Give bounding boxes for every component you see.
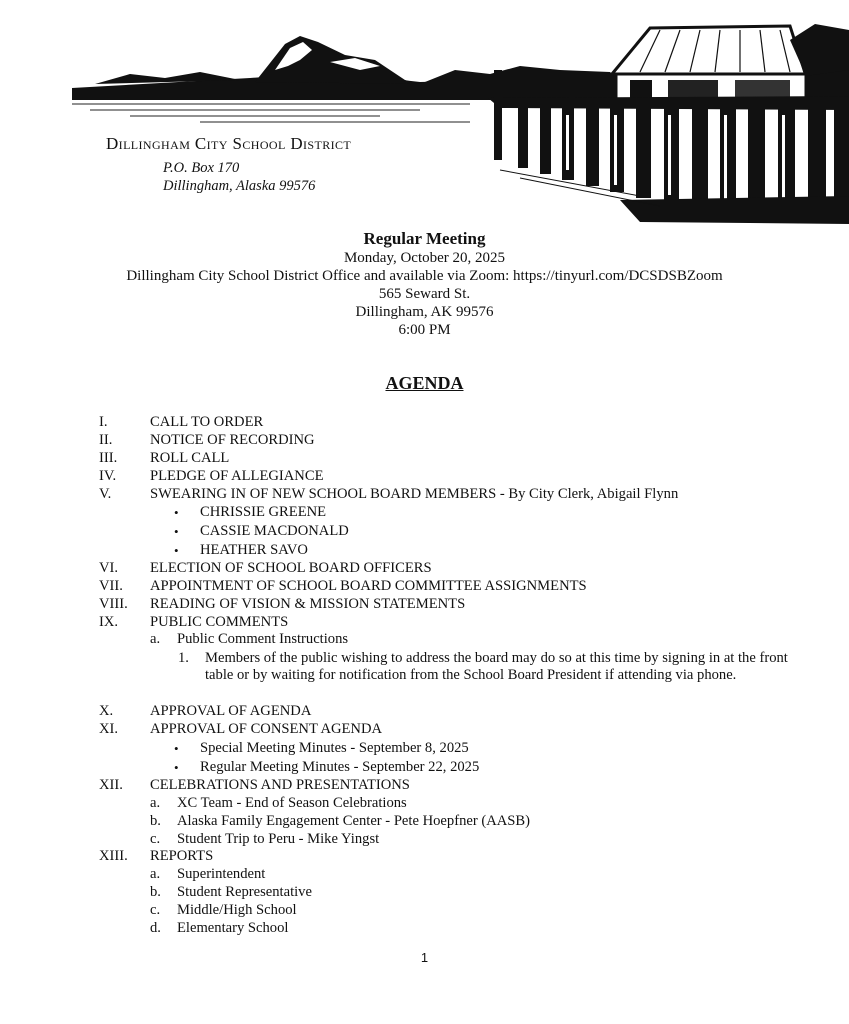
mountain-right [420, 66, 620, 84]
district-name [106, 134, 351, 154]
mountain-peak [255, 36, 420, 84]
agenda-heading: AGENDA [385, 373, 464, 393]
meeting-title: Regular Meeting [363, 229, 486, 248]
meeting-date: Monday, October 20, 2025 [343, 250, 506, 266]
meeting-time: 6:00 PM [398, 322, 451, 338]
city-state: Dillingham, Alaska 99576 [163, 178, 316, 194]
ground [620, 196, 849, 224]
page-number: 1 [420, 950, 429, 965]
dock-deck [488, 96, 849, 110]
district-banner-illustration [0, 0, 849, 230]
po-box: P.O. Box 170 [163, 160, 240, 176]
meeting-location: Dillingham City School District Office and available via Zoom: https://tinyurl.com/DCSDSBZoom [126, 268, 723, 284]
district-name-text: Dillingham City School District [106, 134, 352, 153]
meeting-city: Dillingham, AK 99576 [355, 304, 494, 320]
meeting-street: 565 Seward St. [378, 286, 471, 302]
